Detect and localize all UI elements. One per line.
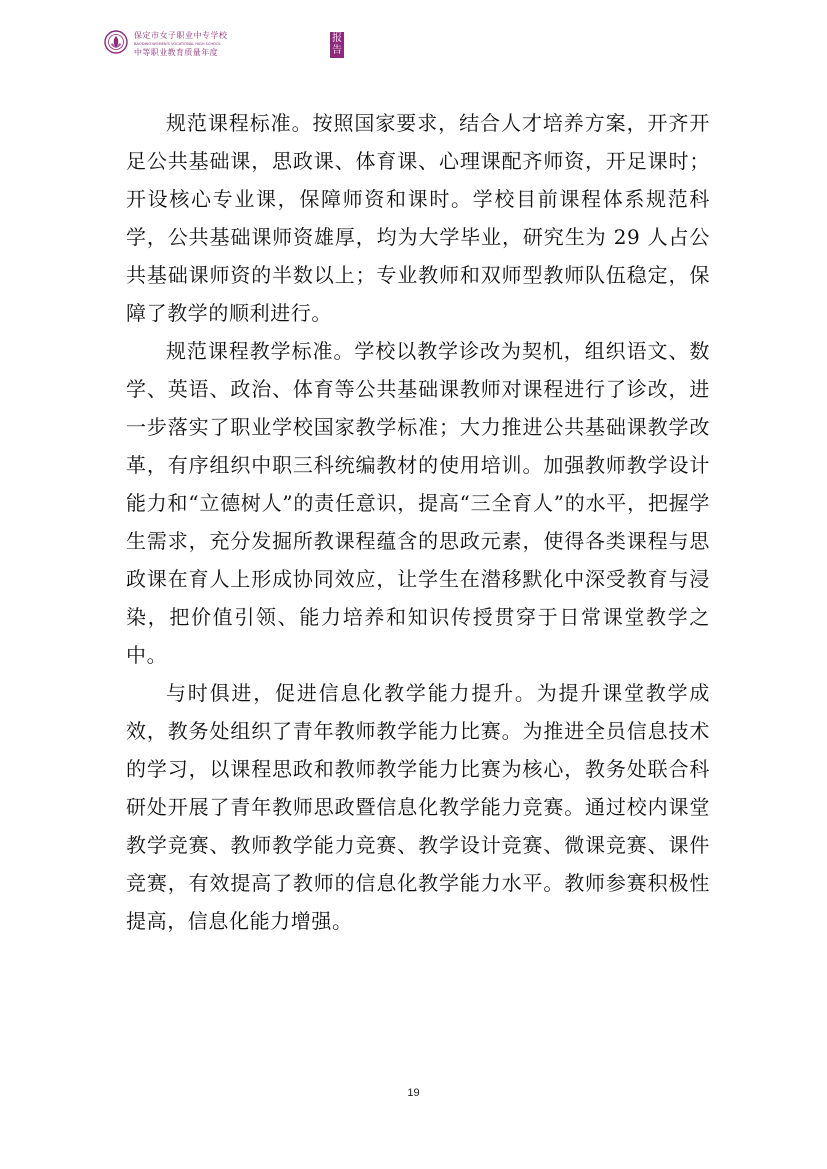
report-title: 中等职业教育质量年度 — [134, 48, 218, 57]
paragraph-curriculum-standards: 规范课程标准。按照国家要求，结合人才培养方案，开齐开足公共基础课，思政课、体育课、心理课配齐师资，开足课时；开设核心专业课，保障师资和课时。学校目前课程体系规范科学，公共基础课师资雄厚，均为大学毕业，研究生为 29 人占公共基础课师资的半数以上；专业教师和双师型教师队伍稳定，保障了教学的顺利进行。 — [126, 111, 710, 325]
paragraph-information-teaching: 与时俱进，促进信息化教学能力提升。为提升课堂教学成效，教务处组织了青年教师教学能力比赛。为推进全员信息技术的学习，以课程思政和教师教学能力比赛为核心，教务处联合科研处开展了青年教师思政暨信息化教学能力竞赛。通过校内课堂教学竞赛、教师教学能力竞赛、教学设计竞赛、微课竞赛、课件竞赛，有效提高了教师的信息化教学能力水平。教师参赛积极性提高，信息化能力增强。 — [126, 681, 710, 933]
document-body — [126, 104, 710, 940]
page-number: 19 — [407, 1087, 420, 1099]
report-badge-top: 报 — [332, 33, 342, 44]
school-name: 保定市女子职业中专学校 — [134, 31, 228, 40]
paragraph-teaching-standards: 规范课程教学标准。学校以教学诊改为契机，组织语文、数学、英语、政治、体育等公共基础课教师对课程进行了诊改，进一步落实了职业学校国家教学标准；大力推进公共基础课教学改革，有序组织中职三科统编教材的使用培训。加强教师教学设计能力和“立德树人”的责任意识，提高“三全育人”的水平，把握学生需求，充分发掘所教课程蕴含的思政元素，使得各类课程与思政课在育人上形成协同效应，让学生在潜移默化中深受教育与浸染，把价值引领、能力培养和知识传授贯穿于日常课堂教学之中。 — [126, 339, 710, 667]
school-name-english: BAODING WOMEN'S VOCATIONAL HIGH SCHOOL — [134, 42, 221, 46]
report-badge-bottom: 告 — [332, 45, 342, 56]
school-emblem-icon — [104, 30, 128, 54]
report-badge — [330, 32, 344, 58]
page-header — [104, 27, 342, 63]
